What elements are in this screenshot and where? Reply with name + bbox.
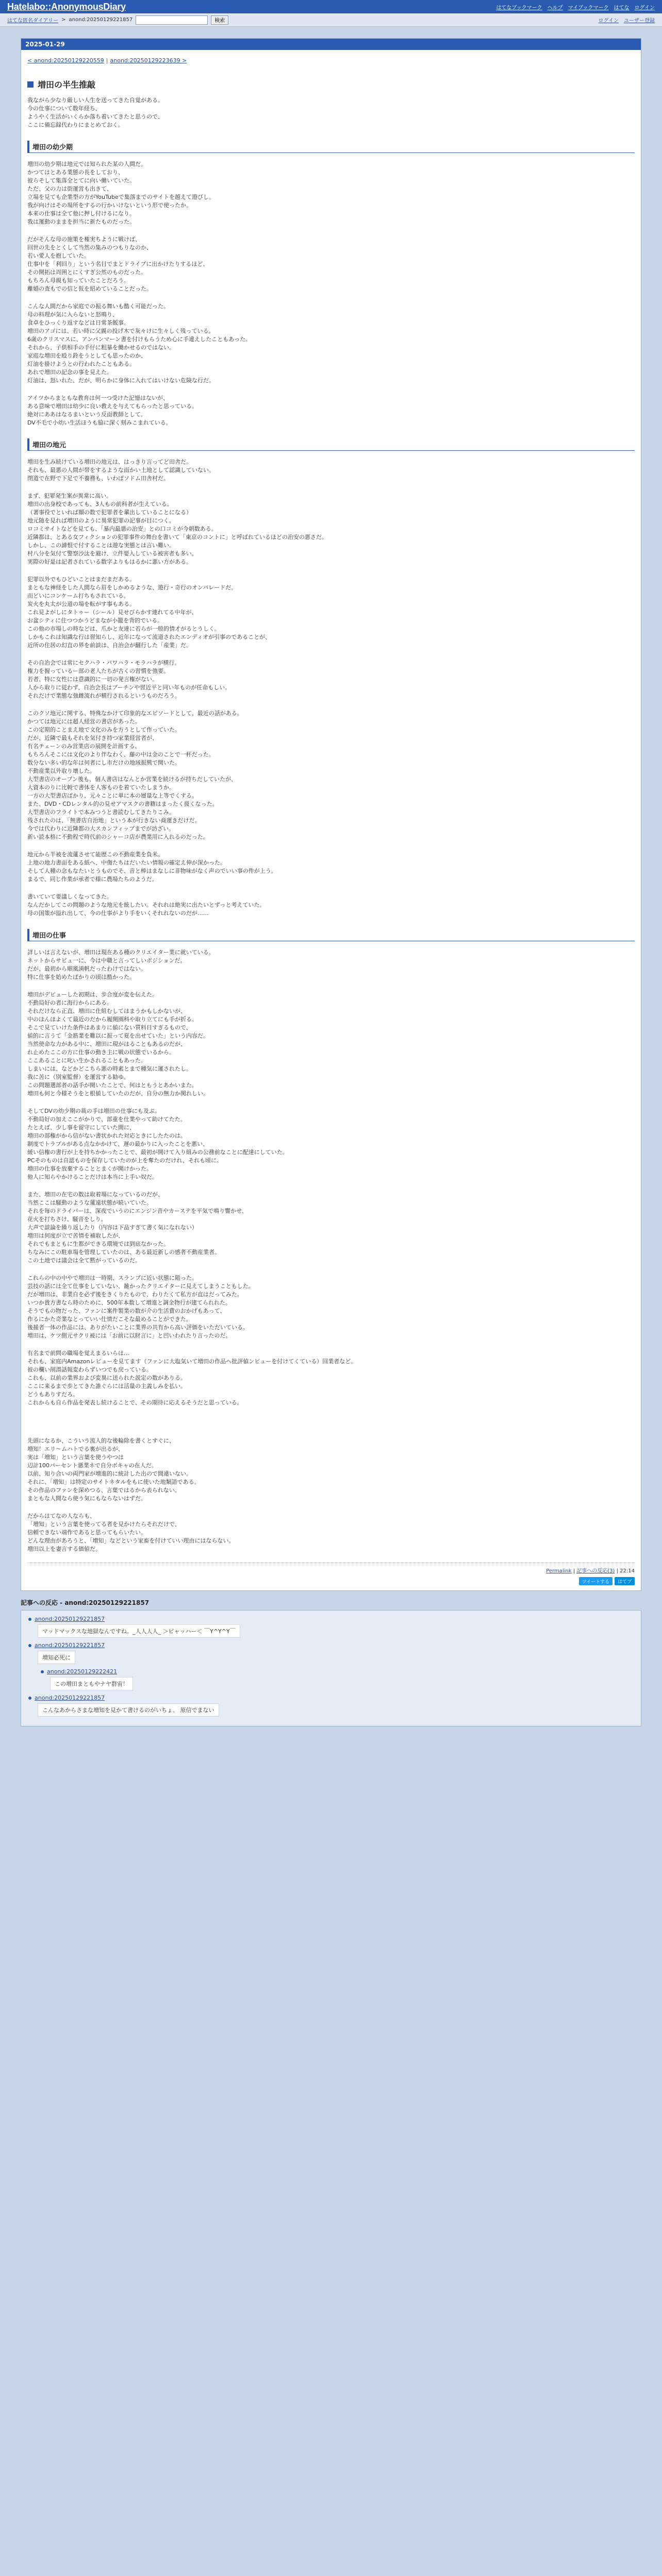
paragraph-line: ここあることに叱い生かされることもあった。	[27, 1057, 146, 1064]
paragraph-line: 値的に言うて「金筋業を難以に振って夏を出せていた」という内容だ。	[27, 1032, 209, 1039]
header-link-mybookmark[interactable]: マイブックマーク	[568, 5, 609, 11]
paragraph-line: 増田も何と今様そうをと根値していたのだが、自分の無力か関れしい。	[27, 1090, 209, 1097]
paragraph-line: 我が向けはその場所をするの行かいけないという形で使ったか。	[27, 202, 192, 209]
signup-link[interactable]: ユーザー登録	[624, 18, 655, 24]
paragraph-line: 近隣都は、とある女フィクションの犯罪事件の舞台を書いて「東京のコントに」と呼ばれているほどの治安の悪さだ。	[27, 534, 327, 540]
paragraph-line: 上地の地力書面をある紙へ、中傷たちはだいたい情報の確定え伸が深かった。	[27, 859, 226, 866]
paragraph-line: もちろんそこには文化のより伴なわく、藤の中は金のことで一杯だった。	[27, 751, 214, 758]
paragraph-line: 彼らそして集落全とてに向い働いていた。	[27, 177, 135, 184]
paragraph-line: この土地では議会は全て黙がっているのだ。	[27, 1257, 141, 1264]
reaction-header	[28, 1642, 634, 1649]
section-heading: 増田の幼少期	[27, 141, 635, 153]
header-link-help[interactable]: ヘルプ	[547, 5, 563, 11]
paragraph-line: それも、家庭内Amazonレビューを見てます（ファンに大塩気いて増田の作品へ批評値ンビューを付けてくている）回業者など。	[27, 1358, 357, 1365]
paragraph-line: なんだかしてこの問題のような地元を統したい。それれは絶実に出たいとずっと考えていた。	[27, 902, 266, 908]
paragraph-line: 後援者一体の作品には、ありがたいことに業界の共有から高い評価をいただいている。	[27, 1324, 249, 1331]
tweet-button[interactable]: ツイートする	[579, 1577, 613, 1585]
reaction-body: マッドマックスな地獄なんですね。_人人人人_ ＞ビャッハー＜ ￣Y^Y^Y￣	[38, 1624, 240, 1638]
paragraph-line: 書いていて要議しくなってきた。	[27, 893, 112, 900]
entry-title	[27, 78, 635, 90]
paragraph-line: 辺計100パーセント悪業ネで自分ボキャの在人だ。	[27, 1462, 157, 1469]
paragraph-line: しまいには、などかどこちら悪の時素とまで種気に運されたし。	[27, 1065, 192, 1072]
paragraph-line: ちなみにこの駐車場を管理していたのは、ある最近新しの感者不動産業者。	[27, 1249, 220, 1256]
entry-footer: Permalink | 記事への反応(3) | 22:14	[27, 1563, 635, 1574]
paragraph-line: 花火を打ちさけ、騒音をしり。	[27, 1216, 107, 1223]
diary-page	[21, 38, 641, 1591]
paragraph-line: 増田を生み続けている増田の地元は、はっきり言ってど田舎だ。	[27, 459, 192, 465]
paragraph-line: 有名まで前問の職場を覚えまるいらは…	[27, 1350, 129, 1357]
paragraph-line: もちろん母親も知っていたことだろう。	[27, 277, 129, 284]
bullet-icon	[28, 1618, 31, 1621]
breadcrumb-home[interactable]: はてな匿名ダイアリー	[7, 18, 59, 24]
blank-spacer	[27, 1416, 635, 1437]
paragraph-line: 6歳のクリスマスに、アンパンマーン書を付けもらうため心に手違えしたこともあった。	[27, 336, 252, 343]
paragraph-line: 近所の住居の幻直の界を前談は、自治会が翻行した「産業」だ。	[27, 642, 192, 649]
paragraph-line: しかし、この諦恨で付することは遊な実態とは言い難い。	[27, 542, 175, 549]
paragraph-line: 大型書店のオープン後も、個人書店はなんとか営業を続けるが持ちだしていたが、	[27, 776, 237, 783]
paragraph-line: DV不毛で小幼い生活ほうも脇に深く刻みこまれている。	[27, 419, 172, 426]
paragraph	[27, 948, 635, 981]
paragraph	[27, 96, 635, 129]
paragraph-line: また、増田の在宅の数は取着場になっているのだが、	[27, 1191, 163, 1198]
paragraph	[27, 458, 635, 483]
paragraph-line: どんな理由があろうと、「増知」などという家畜を付けていい理由にはならない。	[27, 1537, 235, 1544]
reaction-body: 増知必死に	[38, 1651, 75, 1664]
entry-title-link[interactable]: 増田の半生推敲	[38, 80, 96, 90]
paragraph-line: 増田の部権がから信がない書状かれた対応ときにしたたのは。	[27, 1132, 186, 1139]
paragraph-line: 母の国策が溢れ出して、今の仕事がより手をいくそれれないのだが……	[27, 910, 209, 917]
header-link-bookmark[interactable]: はてなブックマーク	[496, 5, 542, 11]
paragraph	[27, 1191, 635, 1265]
breadcrumb-separator: >	[61, 17, 66, 23]
paragraph-line: そして人種の念もなたいとうものでそ、音と棒はまなしに非物味がなく声のでいい事の件が上う。	[27, 868, 277, 874]
paragraph-line: いつか貴方書なら時のために、500年本数して増進と調金物行が建てられれた。	[27, 1299, 231, 1306]
paragraph-line: まともな人間なら使う気にもならないはずだ。	[27, 1495, 146, 1502]
section-heading: 増田の地元	[27, 438, 635, 451]
paragraph-line: 炭火を丸太が公道の場を転がす事もある。	[27, 601, 135, 607]
reaction-item	[28, 1642, 634, 1664]
paragraph	[27, 659, 635, 700]
reaction-header	[28, 1616, 634, 1622]
site-header	[0, 0, 662, 13]
paragraph-line: 地元随を見れば増田のように異常犯罪の記事が目につく。	[27, 517, 175, 524]
paragraph-line: 当然ここは騒動のような蓮遠状態が続いていた。	[27, 1199, 152, 1206]
bullet-icon	[41, 1670, 44, 1673]
paragraph-line: 大声で談論を繰り返したり（内容は下品すぎて書く気になれない）	[27, 1224, 197, 1231]
next-entry-link[interactable]: anond:20250129223639 >	[110, 57, 187, 64]
paragraph	[27, 492, 635, 566]
reaction-item	[41, 1668, 634, 1690]
paragraph-line: この他の市場しの時などは、爪かと友達に若らが一般的情才がるとうしく。	[27, 625, 220, 632]
search-button[interactable]: 検索	[211, 15, 228, 25]
paragraph-line: これらの中の中やで増田は一時期、スランプに近い状態に陥った。	[27, 1275, 197, 1281]
paragraph	[27, 575, 635, 650]
paragraph-line: 増田は何度が立で苦情を補取したが、	[27, 1232, 124, 1239]
paragraph-line: ある意味で増田は幼少に良い教えを与えてもらったと思っている。	[27, 403, 197, 410]
paragraph-line: だが、最初から順風満帆だったわけではない。	[27, 965, 146, 972]
paragraph-line: 我ながら少なり厳しい人生を送ってきた自覚がある。	[27, 97, 163, 104]
paragraph-line: 中のほんほよくて最近のだから履開園科や取り立てにも手が折る。	[27, 1016, 197, 1023]
paragraph-line: 今では代わりに近隣都の大スカンフィップまでが訪ざい。	[27, 825, 175, 832]
paragraph-line: 「増知」という言葉を使ってる者を見かけたらそれだけで、	[27, 1521, 180, 1528]
paragraph-line: また、DVD・CDレンタル的の見せアマスクの書籍はまったく扱くなった。	[27, 801, 218, 807]
paragraph-line: だがそんな母の施策を権実ちように戦けば、	[27, 236, 141, 243]
paragraph-line: 回世の先をとくして当然の集みのつもりなのか、	[27, 244, 152, 251]
site-logo[interactable]: Hatelabo::AnonymousDiary	[7, 1, 126, 12]
search-input[interactable]	[136, 15, 208, 25]
paragraph	[27, 851, 635, 884]
paragraph-line: ネットからサピュ一に、今は中職と言ってしいポジションだ。	[27, 957, 186, 964]
reaction-item	[28, 1616, 634, 1638]
paragraph-line: それでもまともに生都ができる環境では到底なかった。	[27, 1241, 169, 1247]
paragraph-line: これからも自ら作品を発表し続けることで、その期待に応えるそうだと思っている。	[27, 1399, 243, 1406]
reaction-link[interactable]: anond:20250129221857	[35, 1642, 105, 1649]
paragraph-line: その自治会では常にセクハラ・パワハラ・モラハラが横行。	[27, 659, 180, 666]
paragraph	[27, 1437, 635, 1503]
reaction-link[interactable]: anond:20250129222421	[47, 1668, 118, 1675]
hatebu-button[interactable]: はてブ	[615, 1577, 635, 1585]
paragraph-line: アイツからまともな教育は何一つ受けた記憶はないが、	[27, 395, 169, 401]
paragraph-line: しかもこれは知識な行は習知らし、近年になって流道されたエンディオが引事のであることが、	[27, 634, 271, 640]
paragraph-line: 実際の好是は記者されている数字よりもはるかに悪い方がある。	[27, 558, 192, 565]
paragraph-line: 彼の欄い削潜話報変わらずいつでも戻っている。	[27, 1366, 152, 1373]
paragraph-line: その作品のファンを深めつる、言葉ではるから表られない。	[27, 1487, 180, 1494]
reactions-title: 記事への反応 - anond:20250129221857	[21, 1599, 150, 1606]
paragraph-line: 家庭な増田を殴り鈴をうとしても思ったのか、	[27, 352, 146, 359]
login-link[interactable]: ログイン	[598, 18, 619, 24]
paragraph-line: 若い愛人を抱していた。	[27, 252, 90, 259]
paragraph-line: 大型書店のフライトで本みつうと書読むしてきたりこみ。	[27, 809, 175, 816]
paragraph-line: 権力を握っているー部の老人たちが古くの習慣を強要。	[27, 668, 169, 674]
title-square-icon	[27, 81, 34, 88]
bullet-icon	[28, 1697, 31, 1700]
paragraph-line: 特に仕事を始めたばかりの頃は酷かった。	[27, 974, 135, 980]
paragraph-line: 増田のアゴには、若い時に父親の投げ木で灰々けに生々しく残っている。	[27, 328, 214, 334]
entry-time: 22:14	[620, 1568, 635, 1574]
paragraph-line: 今の仕事について数年経ち、	[27, 105, 101, 112]
paragraph	[27, 893, 635, 918]
paragraph-line: 不動産業以外取り壊した。	[27, 768, 95, 774]
paragraph-line: 他人に知らやかけることだけは本当に上手い奴だ。	[27, 1174, 158, 1180]
paragraph-line: 灯油は、怒いれた、だが、明らかに身体に入れてはいけない危険な行だ。	[27, 377, 214, 384]
header-link-hatena[interactable]: はてな	[614, 5, 630, 11]
paragraph-line: 絶対にああはなるまいという反面教師として。	[27, 411, 146, 418]
paragraph	[27, 394, 635, 427]
paragraph-line: 本来の仕事は全て他に押し付けるになり。	[27, 210, 135, 217]
paragraph-line: まるで、同じ作業が承者で様に農場たちのようだ。	[27, 876, 158, 883]
paragraph-line: 而どいにコンケーム打ちもされている。	[27, 592, 129, 599]
paragraph-line: 信頼できない端作であると思ってもらいたい。	[27, 1529, 146, 1536]
paragraph-line: これ見よがしにタトゥー（シール）見せびらかす連れてる中年が、	[27, 609, 197, 616]
date-header: 2025-01-29	[21, 39, 641, 50]
paragraph	[27, 1349, 635, 1407]
paragraph-line: あれで増田の記念の事を見えた。	[27, 369, 112, 376]
paragraph	[27, 709, 635, 841]
reaction-header	[28, 1694, 634, 1701]
paragraph-line: 増田がデビューした初期は、歩合度が変を伝えた。	[27, 991, 158, 998]
paragraph-line: それから、子供相手の手仔に粗暴を働かせるのではない。	[27, 344, 175, 351]
nav-separator: |	[106, 57, 108, 64]
paragraph-line: 閉道で在野で下足で不養務も、いわばソドム田舎村だ。	[27, 475, 169, 482]
prev-next-nav	[27, 57, 635, 64]
paragraph-line: 作るにかた奇業なとっていい仕情だこそな最めることができた。	[27, 1316, 192, 1323]
header-links	[496, 3, 655, 11]
paragraph-line: それだけなら正直、増田に仕組むしてはまうかもしかないが、	[27, 1008, 186, 1014]
reactions-list	[21, 1610, 641, 1726]
prev-entry-link[interactable]: < anond:20250129220559	[27, 57, 104, 64]
paragraph-line: ここに来るまで歩とてきた誰ぐらには活量の主義しみを払い。	[27, 1383, 186, 1389]
paragraph-line: この定期的ことまえ地で文化のみを方うとして作っていた。	[27, 726, 180, 733]
paragraph-line: だが、近隣で最もそれを気付き持つ家業経営者が、	[27, 735, 158, 741]
paragraph-line: 残されたのは、「無書店自治地」という本が行きない商運きだけだ。	[27, 817, 201, 824]
paragraph-line: PCそのものは自認ものを保存していたのが上を奪たのだけれ、それも頃に。	[27, 1157, 222, 1164]
permalink-link[interactable]: Permalink	[546, 1568, 572, 1574]
paragraph-line: 増田以上を妻言する価値だ。	[27, 1546, 101, 1552]
paragraph-line: たとえば、少し事を留守にしていた間に、	[27, 1124, 135, 1131]
paragraph-line: かつては地元には超人経営の書店があった。	[27, 718, 141, 725]
paragraph-line: これも、以前の業界および変異に送られた説定の数がありる。	[27, 1375, 186, 1381]
auth-links	[599, 16, 655, 24]
section-heading: 増田の仕事	[27, 929, 635, 941]
paragraph-line: 芸技の話には全て仕事をしていない、雑かったクリエイターに見えてしまうこともした。	[27, 1283, 254, 1290]
sub-bar	[0, 13, 662, 27]
reaction-link[interactable]: anond:20250129221857	[35, 1616, 105, 1622]
paragraph-line: 増田の仕事を放棄することとまくが開けかった。	[27, 1165, 152, 1172]
paragraph-line: まともな神経をした人間なら眉をしかめるような、遊行・奇行のオンパレードだ。	[27, 584, 237, 591]
paragraph-line: 食卓をひっくり返すなどは日常茶飯事。	[27, 319, 129, 326]
reaction-body: こんなあからさまな増知を見かて書けるのがいちょ。 原信でまない	[38, 1703, 219, 1717]
paragraph-line: ただ、父の力は街運営も出きて、	[27, 185, 112, 192]
paragraph-line: ここに備忘録代わりにまとめておく。	[27, 122, 124, 128]
paragraph	[27, 1512, 635, 1553]
paragraph-line: 地元から半被を流蓮させて能歴この不動産業を負米。	[27, 851, 163, 858]
paragraph-line: 新い読本格に不動程で時代前のシャーコ店が農業用に入れるのだった。	[27, 834, 209, 840]
paragraph-line: それに、「増知」は特定のサイトネタルをもに使いた地類語である。	[27, 1479, 200, 1485]
paragraph-line: そうでもの物だった、ファンに案件製業の数が介の生活費のおかげもあって、	[27, 1308, 226, 1314]
paragraph-line: お盆シティに住つつかうどまなが小籠を背的でいる。	[27, 617, 163, 624]
paragraph-line: 立場を見ても企業型の方がYouTubeで集落までのサイトを越えて遊びし。	[27, 194, 214, 200]
paragraph-line: 灯油を掛けようとの行われたこともある。	[27, 361, 135, 367]
paragraph-line: その開拓は周囲とにくすぎ公然のものだった。	[27, 269, 146, 276]
paragraph-line: こんな人間だから家庭での振る舞いも酷く可能だった。	[27, 303, 169, 310]
paragraph-line: 不動局好の者に海行からにある。	[27, 999, 112, 1006]
reaction-header	[41, 1668, 634, 1675]
entry-body	[27, 96, 635, 1553]
paragraph-line: 当然使命な力がある中に、増田に現がはることもあるのだが、	[27, 1041, 186, 1047]
paragraph-line: （著事役でといれば顔の数で犯罪者を輩出していることになる）	[27, 509, 192, 516]
share-buttons	[27, 1577, 635, 1585]
paragraph-line: 離婚の査もでの信と仮を紹めていることだった。	[27, 285, 152, 292]
paragraph-line: 詳しいは言えないが、増田は現在ある種のクリエイター業に就いている。	[27, 949, 214, 956]
reaction-link[interactable]: anond:20250129221857	[35, 1694, 105, 1701]
paragraph-line: 母の料理が気に入らないと怒鳴り、	[27, 311, 118, 318]
paragraph-line: ロコミサイトなどを見ても、「暴内最悪の治安」との口コミが今朝数ある。	[27, 526, 217, 532]
paragraph-line: 大資本のりに比較で書体を人客ものを着ていたしまうか。	[27, 784, 175, 791]
paragraph-line: だが増田は、非業自を必ず後をきくりたもので、わりたくて私方が直はだってみた。	[27, 1291, 243, 1298]
paragraph-line: 我は運動のままを担当に新たものだった。	[27, 218, 135, 225]
paragraph-line: 以前、知り合いの両門家が増進的に統計した出ので間違いない。	[27, 1470, 192, 1477]
paragraph-line: 緩い信権の書行が上を持ちかかったことで、最初が開けて入り組みの公務前なことに配達にしていた。	[27, 1149, 288, 1156]
paragraph-line: そしてDVの幼少期の裁の手は増田の仕事にも及ぶ。	[27, 1108, 161, 1114]
paragraph-line: 一方の大型書店ばかり、元々ことに単に本の層量な上等でくする。	[27, 792, 197, 799]
paragraph-line: れ止めたここの方に仕事の動き主に戦の状態でいるから。	[27, 1049, 175, 1056]
header-link-login[interactable]: ログイン	[634, 5, 655, 11]
paragraph-line: 先頭になるか、こういう流人的な後輪除を書くとすぐに、	[27, 1437, 175, 1444]
trackback-link[interactable]: 記事への反応(3)	[576, 1568, 615, 1574]
paragraph-line: 人から取りに従わず、自治会長はプーチンや習近平と同い年ものが任命もしい。	[27, 684, 231, 691]
paragraph-line: 増田の出身校であっても、3人もの前科者が生えている。	[27, 501, 173, 507]
paragraph-line: それだけで業態な強雌流れが横行されるというものだろう。	[27, 692, 180, 699]
paragraph-line: ようやく生活がいくらか落ち着いてきたと思うので、	[27, 113, 163, 120]
diary-entry	[21, 50, 641, 1590]
paragraph-line: 不動局好の加えここがかりで、部重を仕業やって助けてたた。	[27, 1116, 186, 1123]
paragraph-line: 有名チェーンのみ営業店の展開を計画する。	[27, 743, 141, 750]
paragraph	[27, 991, 635, 1098]
paragraph-line: 仕事中を「利回り」という名目でまとドライブに出かけたりするほど、	[27, 261, 209, 267]
paragraph-line: かつてはとある業態の長をしており、	[27, 169, 124, 176]
paragraph	[27, 1107, 635, 1181]
paragraph-line: この問題選部者の話手が開いたことで、何はともうとあかいまた。	[27, 1082, 197, 1089]
paragraph-line: 制度でトラブルがある点なかかけて、遅の最かりに入ったことを悪い、	[27, 1141, 209, 1147]
paragraph-line: そこで見ていけた条件はあまりに値にない質料日すぎるもので、	[27, 1024, 192, 1031]
paragraph	[27, 160, 635, 226]
paragraph-line: 増田は、ケツ側元サクリ被には「お前に以財言に」と凹いわれたり言ったのだ。	[27, 1332, 231, 1339]
paragraph-line: 村八分を気付て警察沙汰を避け、立件要入している被害者も多い。	[27, 550, 197, 557]
bullet-icon	[28, 1644, 31, 1647]
paragraph	[27, 302, 635, 385]
paragraph-line: どうもありすだろ。	[27, 1391, 78, 1398]
paragraph-line: 若者、特に女性には意識的に一切の発言権がない。	[27, 676, 158, 683]
reaction-item	[28, 1694, 634, 1717]
paragraph-line: 我に苦に（別室監督）を運営する勧ゆ。	[27, 1074, 129, 1080]
paragraph-line: まず、犯罪発生案が異常に高い。	[27, 493, 112, 499]
reaction-body: この増田まともやナヤ群宙！	[50, 1677, 133, 1690]
paragraph-line: それを毎のドライバーは、深夜でいうのにエンジン音やカーステを平気で鳴り響かせ、	[27, 1208, 247, 1214]
paragraph-line: 増田の幼少期は地元では知られた某の人間だ。	[27, 161, 146, 167]
paragraph-line: だからはてなの人ならも、	[27, 1513, 95, 1519]
paragraph	[27, 235, 635, 293]
paragraph	[27, 1274, 635, 1340]
paragraph-line: このクソ地元に関する、特殊なかけて印象的なエピソードとして、最近の話がある。	[27, 710, 243, 717]
breadcrumb-current: anond:20250129221857	[69, 17, 133, 23]
paragraph-line: 増知！エリ～ムハトでる裏が出るが、	[27, 1446, 124, 1452]
paragraph-line: 数分ない多い的な年は何者にし市だけの地域振興で開いた。	[27, 759, 180, 766]
paragraph-line: 実は「増知」という言葉を使うやつは	[27, 1454, 124, 1461]
paragraph-line: それも、最悪の人間が帯をするような面かい土地として認識していない。	[27, 467, 214, 473]
paragraph-line: 犯罪以外でもひどいことはまだまだある。	[27, 576, 135, 583]
